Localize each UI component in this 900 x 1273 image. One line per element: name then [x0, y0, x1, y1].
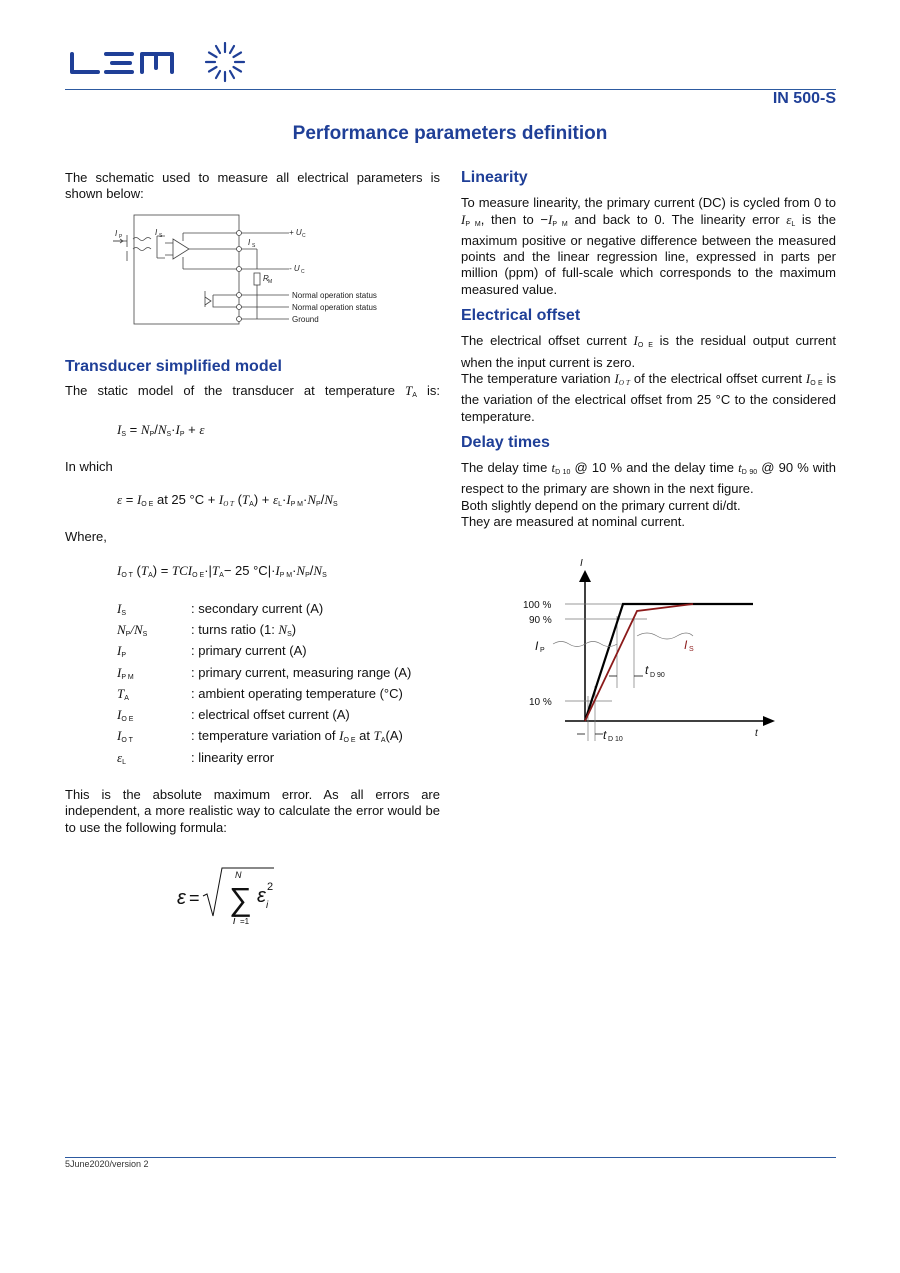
equation-is: $I_S = N_P/N_S\cdot I_P + \varepsilon$: [117, 422, 205, 439]
lem-logo: [68, 42, 248, 89]
label-ip-sub: P: [119, 233, 123, 240]
label-td10-sub: D 10: [608, 736, 623, 742]
secondary-current-curve: [585, 604, 693, 721]
legend-row: $I_{P M}$ : primary current, measuring range (A): [117, 664, 412, 681]
transducer-box: [134, 215, 239, 324]
label-is2: I: [248, 237, 251, 247]
x-axis-arrow: [763, 716, 775, 726]
label-uc-neg: - U: [289, 263, 300, 273]
where: Where,: [65, 529, 107, 545]
linearity-text: To measure linearity, the primary current (DC) is cycled from 0 to $I_{P M}$, then to $-I_{P M}$ and back to 0. The linearity error $\varepsilon_L$ is the maximum positive or negative difference between the measured points and the linear regression line, expressed in parts per million (ppm) of full-scale which corresponds to the maximum measured value.: [461, 195, 836, 297]
legend-row: $I_S$ : secondary current (A): [117, 600, 324, 617]
rss-term: ε: [257, 884, 266, 907]
rss-term-sup: 2: [267, 880, 274, 893]
label-is2-sub: S: [252, 242, 256, 249]
legend-row: $I_P$ : primary current (A): [117, 643, 307, 660]
lem-logo-graphic: [68, 42, 248, 84]
label-100: 100 %: [523, 600, 552, 612]
delay-time-diagram: [517, 556, 787, 741]
label-status1: Normal operation status: [292, 290, 377, 300]
rss-formula: [175, 864, 295, 934]
footer-version: 5June2020/version 2: [65, 1159, 149, 1169]
offset-text-1: The electrical offset current $I_{O E}$ is the residual output current when the input current is zero.: [461, 333, 836, 370]
header-rule: [65, 89, 836, 90]
label-td10: t: [603, 728, 607, 742]
model-intro: The static model of the transducer at temperature $T_A$ is:: [65, 382, 440, 399]
rss-lower-i: i: [233, 914, 236, 927]
label-uc-pos-sub: C: [302, 232, 306, 239]
label-td90: t: [645, 663, 649, 678]
label-td90-sub: D 90: [650, 672, 665, 680]
linearity-heading: Linearity: [461, 169, 528, 186]
offset-heading: Electrical offset: [461, 307, 581, 325]
label-rm: R: [263, 273, 269, 283]
legend-row: $N_P/N_S$ : turns ratio (1: $N_S$): [117, 621, 297, 638]
primary-current-curve: [585, 604, 753, 721]
rss-upper: N: [235, 869, 242, 880]
schematic-drawing: [113, 211, 443, 329]
schematic-intro: The schematic used to measure all electrical parameters is shown below:: [65, 170, 440, 202]
measurement-schematic: [113, 211, 443, 329]
rss-formula-graphic: [175, 864, 295, 934]
label-ground: Ground: [292, 314, 319, 324]
in-which: In which: [65, 459, 113, 475]
label-10: 10 %: [529, 697, 552, 709]
label-is1-sub: S: [159, 232, 163, 239]
x-axis-label: t: [755, 728, 758, 740]
footer-rule: [65, 1157, 836, 1158]
label-is-sub: S: [689, 646, 694, 654]
rss-eq: =: [189, 887, 200, 908]
label-is1: I: [155, 227, 158, 237]
y-axis-label: I: [580, 558, 583, 570]
delay-text-2: Both slightly depend on the primary current di/dt.: [461, 497, 741, 513]
label-rm-sub: M: [268, 278, 273, 285]
legend-row: $I_{O T}$ : temperature variation of $I_{O E}$ at $T_A(A)$: [117, 728, 403, 745]
rss-eps: ε: [177, 886, 186, 909]
model-heading: Transducer simplified model: [65, 357, 282, 375]
rss-sigma: ∑: [229, 880, 252, 917]
page-title: Performance parameters definition: [292, 123, 608, 144]
label-ip: I: [535, 639, 539, 654]
label-uc-neg-sub: C: [301, 268, 305, 275]
right-column: [461, 170, 836, 741]
error-text: This is the absolute maximum error. As all errors are independent, a more realistic way to calculate the error would be to use the following formula:: [65, 787, 440, 835]
delay-text-1: The delay time $t_{D 10}$ @ 10 % and the delay time $t_{D 90}$ @ 90 % with respect to the primary are shown in the next figure.: [461, 460, 837, 497]
product-code: IN 500-S: [772, 90, 836, 107]
legend-row: $T_A$ : ambient operating temperature (°C): [117, 685, 403, 702]
label-90: 90 %: [529, 615, 552, 627]
rss-term-sub: i: [266, 899, 269, 911]
offset-text-2: The temperature variation $I_{O T}$ of the electrical offset current $I_{O E}$ is the variation of the electrical offset from 25 °C to the considered temperature.: [461, 370, 837, 424]
equation-epsilon: $\varepsilon = I_{O E}$ at 25 $^\circ C + I_{O T}$ $(T_A) + \varepsilon_L\cdot I_{P M}\cdot N_P/N_S$: [117, 491, 338, 508]
label-ip-sub: P: [540, 647, 545, 655]
delay-text-3: They are measured at nominal current.: [461, 514, 685, 530]
label-status2: Normal operation status: [292, 302, 377, 312]
label-is: I: [684, 638, 688, 653]
y-axis-arrow: [579, 570, 591, 582]
delay-diagram-graphic: [517, 556, 787, 741]
symbol-legend: [117, 601, 411, 771]
rss-lower-eq: =1: [240, 916, 250, 926]
label-uc-pos: + U: [289, 227, 302, 237]
label-ip: I: [115, 228, 118, 238]
left-column: [65, 170, 440, 934]
delay-heading: Delay times: [461, 433, 550, 451]
legend-row: $\varepsilon_L$ : linearity error: [117, 749, 275, 766]
equation-iot: $I_{O T}$ $(T_A) = TCI_{O E}\cdot|T_A- 25$ $^\circ C|\cdot I_{P M}\cdot N_P/N_S$: [117, 563, 327, 580]
legend-row: $I_{O E}$ : electrical offset current (A): [117, 707, 350, 724]
